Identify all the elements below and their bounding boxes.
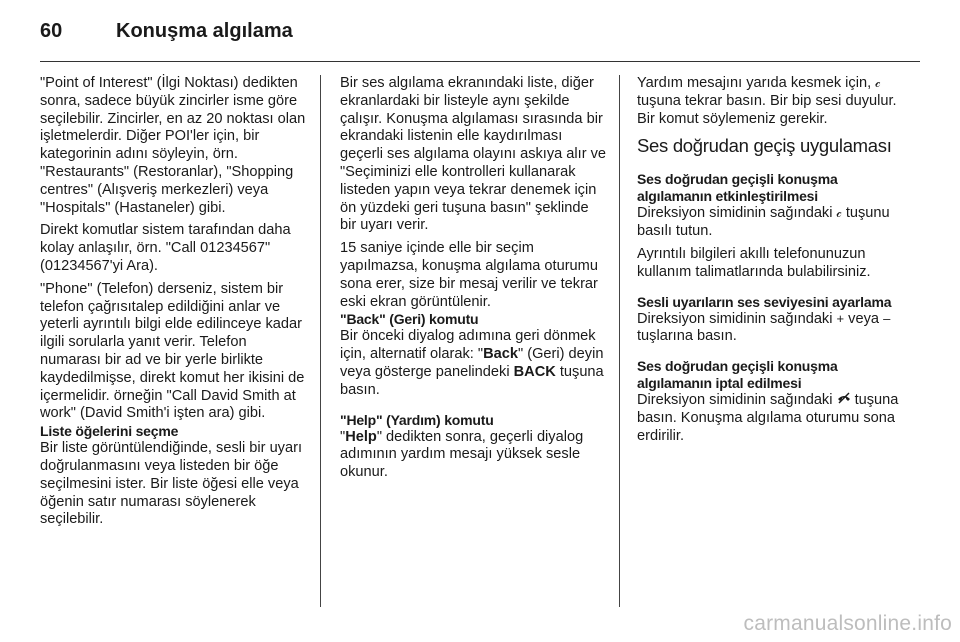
paragraph: "Phone" (Telefon) derseniz, sistem bir telefon çağrısıtalep edildiğini anlar ve yeterli ayrıntılı bilgi elde edilinceye kadar ilgili sorularla yanıt verir. Telefon numarası bir ad ve bir yerle birlikte kaydedilmişse, direkt komut her ikisini de içermelidir. örneğin "Call David Smith at work" (David Smith'i işten ara) gibi.	[40, 280, 305, 422]
section-heading: Liste öğelerini seçme	[40, 423, 179, 440]
hang-up-icon	[837, 392, 851, 406]
header-rule	[40, 61, 920, 62]
chapter-heading: Ses doğrudan geçiş uygulaması	[637, 135, 892, 157]
column-1	[40, 75, 308, 534]
section-heading: Sesli uyarıların ses seviyesini ayarlama	[637, 293, 892, 310]
voice-icon: 𝒸	[836, 205, 842, 221]
section-heading: Ses doğrudan geçişli konuşma algılamanın iptal edilmesi	[637, 358, 838, 392]
plus-icon: +	[836, 310, 845, 326]
column-divider-2	[619, 75, 620, 607]
paragraph: "Point of Interest" (İlgi Noktası) dedikten sonra, sadece büyük zincirler isme göre seçilebilir. Zincirler, en az 20 noktası olan işletmelerdir. Diğer POI'ler için, bir kategorinin adını söyleyin, örn. "Restaurants" (Restoranlar), "Shopping centres" (Alışveriş merkezleri) veya "Hospitals" (Hastaneler) gibi.	[40, 75, 306, 216]
paragraph: Direksiyon simidinin sağındaki tuşuna basın. Konuşma algılama oturumu sona erdirilir.	[637, 392, 899, 444]
paragraph: "Help" dedikten sonra, geçerli diyalog adımının yardım mesajı yüksek sesle okunur.	[340, 428, 584, 481]
page-number: 60	[40, 20, 63, 42]
column-divider-1	[320, 75, 321, 607]
paragraph: Bir önceki diyalog adımına geri dönmek için, alternatif olarak: "Back" (Geri) deyin veya gösterge panelindeki BACK tuşuna basın.	[340, 328, 604, 398]
paragraph: Bir liste görüntülendiğinde, sesli bir uyarı doğrulanmasını veya listeden bir öğe seçilmesini ister. Bir liste öğesi elle veya öğenin satır numarası söylenerek seçilebilir.	[40, 440, 303, 528]
paragraph: Direksiyon simidinin sağındaki 𝒸 tuşunu basılı tutun.	[637, 205, 890, 240]
column-3	[637, 75, 905, 451]
voice-icon: 𝒸	[875, 75, 881, 90]
paragraph: Direksiyon simidinin sağındaki + veya ‒ tuşlarına basın.	[637, 310, 891, 345]
paragraph: Bir ses algılama ekranındaki liste, diğer ekranlardaki bir listeyle aynı şekilde çalışır. Konuşma algılaması sırasında bir ekrandaki listenin elle kaydırılması geçerli ses algılama olayını askıya alır ve "Seçiminizi elle kontrolleri kullanarak listeden yapın veya tekrar denemek için ön yüzdeki geri tuşuna basın" şeklinde bir uyarı verir.	[340, 75, 607, 234]
column-2	[340, 75, 608, 487]
minus-icon: ‒	[883, 310, 891, 326]
page-title: Konuşma algılama	[116, 20, 293, 42]
section-heading: "Help" (Yardım) komutu	[340, 411, 494, 428]
section-heading: Ses doğrudan geçişli konuşma algılamanın etkinleştirilmesi	[637, 171, 838, 205]
section-heading: "Back" (Geri) komutu	[340, 311, 479, 328]
paragraph: Ayrıntılı bilgileri akıllı telefonunuzun kullanım talimatlarında bulabilirsiniz.	[637, 245, 871, 280]
watermark: carmanualsonline.info	[743, 612, 952, 635]
paragraph: 15 saniye içinde elle bir seçim yapılmazsa, konuşma algılama oturumu sona erer, size bir mesaj verilir ve tekrar eski ekran görüntülenir.	[340, 240, 598, 310]
page-header	[40, 20, 293, 48]
paragraph: Yardım mesajını yarıda kesmek için, 𝒸 tuşuna tekrar basın. Bir bip sesi duyulur. Bir komut söylemeniz gerekir.	[637, 75, 897, 127]
paragraph: Direkt komutlar sistem tarafından daha kolay anlaşılır, örn. "Call 01234567" (01234567'yi Ara).	[40, 222, 291, 274]
